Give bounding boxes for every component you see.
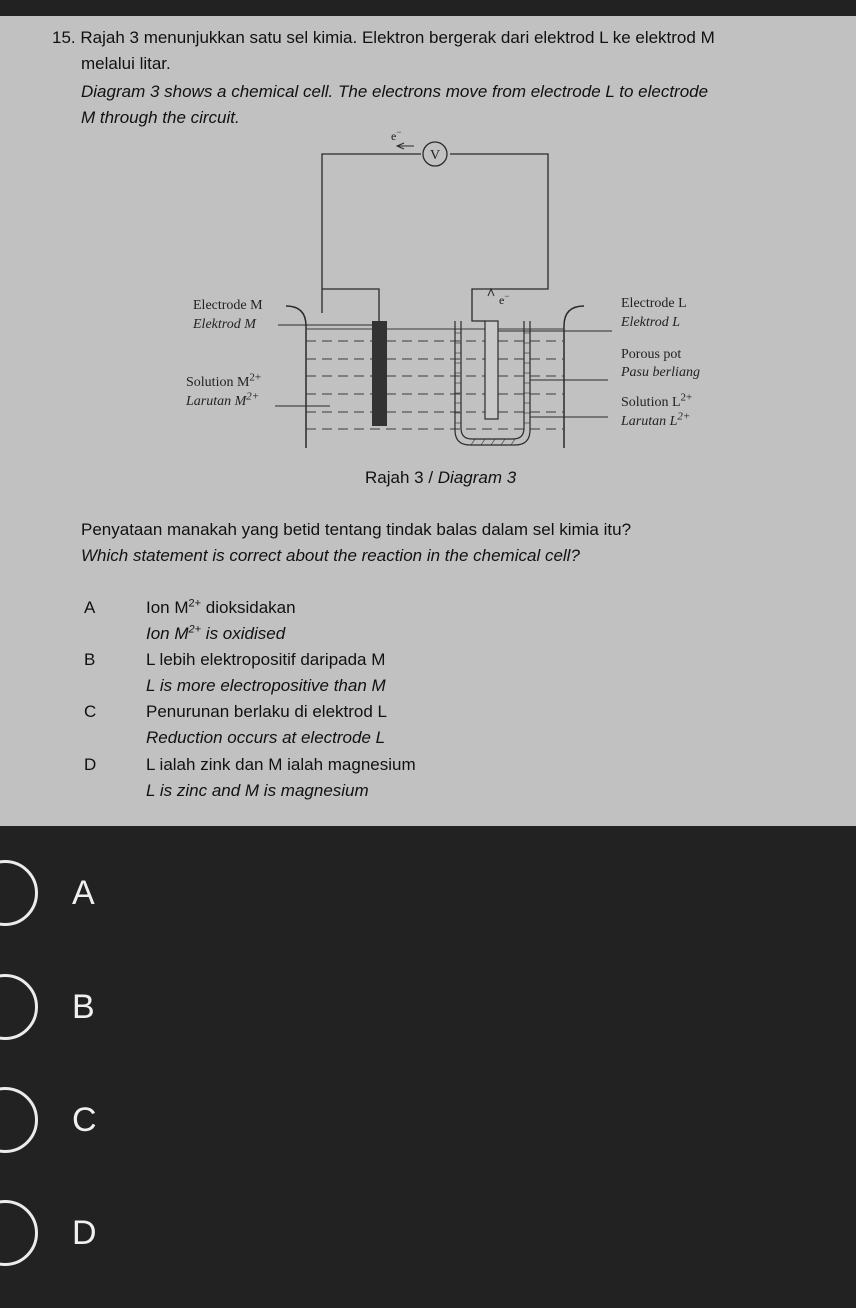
question-text-en: Diagram 3 shows a chemical cell. The electrons move from electrode L to electrode (81, 82, 709, 101)
option-text-ms: Penurunan berlaku di elektrod L (146, 702, 387, 721)
option-letter: D (84, 755, 97, 774)
electrode-m (372, 321, 387, 426)
option-letter: C (84, 702, 97, 721)
radio-button[interactable] (0, 860, 38, 926)
radio-button[interactable] (0, 974, 38, 1040)
external-circuit-wire (322, 154, 548, 321)
radio-button[interactable] (0, 1200, 38, 1266)
question-text-ms: 15. Rajah 3 menunjukkan satu sel kimia. Elektron bergerak dari elektrod L ke elektrod M (52, 28, 715, 47)
label-solution-l-ms: Larutan $L^{2+}$ (621, 410, 691, 429)
question-text-en-cont: M through the circuit. (81, 108, 240, 127)
option-text-en: L is zinc and M is magnesium (146, 781, 369, 800)
option-text-en: Ion $M^{2+}$ is oxidised (146, 623, 286, 643)
beaker (286, 306, 584, 448)
label-solution-l-en: Solution $L^{2+}$ (621, 391, 693, 410)
answer-choice-label: A (72, 874, 95, 912)
option-text-en: L is more electropositive than M (146, 676, 386, 695)
voltmeter (423, 142, 447, 166)
label-porous-pot-en: Porous pot (621, 347, 682, 362)
question-text-ms-cont: melalui litar. (81, 54, 171, 73)
chemical-cell-diagram (0, 128, 856, 448)
answer-choice-label: B (72, 988, 95, 1026)
electron-flow-arrow-right (488, 289, 509, 307)
label-solution-m-en: Solution $M^{2+}$ (186, 371, 262, 390)
answer-choice-c[interactable] (0, 1065, 856, 1175)
radio-button[interactable] (0, 1087, 38, 1153)
svg-text:e−: e− (499, 291, 510, 307)
option-text-ms: Ion $M^{2+}$ dioksidakan (146, 597, 296, 617)
option-letter: B (84, 650, 96, 669)
prompt-en: Which statement is correct about the reaction in the chemical cell? (81, 546, 580, 565)
solution-level-lines (306, 329, 564, 429)
diagram-caption: Rajah 3 / Diagram 3 (365, 468, 517, 487)
answer-choice-label: D (72, 1214, 97, 1252)
label-electrode-m-en: Electrode M (193, 298, 263, 313)
answer-choice-a[interactable] (0, 838, 856, 948)
label-leader-lines (275, 325, 612, 417)
question-number: 15. (52, 28, 76, 47)
label-porous-pot-ms: Pasu berliang (621, 365, 700, 380)
electron-flow-arrow-top (391, 128, 414, 149)
electrode-l (485, 321, 498, 419)
svg-text:V: V (429, 148, 441, 163)
answer-choice-d[interactable] (0, 1178, 856, 1288)
label-electrode-m-ms: Elektrod M (193, 317, 256, 332)
prompt-ms: Penyataan manakah yang betid tentang tindak balas dalam sel kimia itu? (81, 520, 632, 539)
option-text-ms: L lebih elektropositif daripada M (146, 650, 386, 669)
label-solution-m-ms: Larutan $M^{2+}$ (186, 390, 260, 409)
svg-text:e−: e− (391, 128, 402, 143)
option-text-ms: L ialah zink dan M ialah magnesium (146, 755, 416, 774)
question-card (0, 16, 856, 826)
option-letter: A (84, 598, 96, 617)
label-electrode-l-ms: Elektrod L (621, 315, 680, 330)
answer-choice-b[interactable] (0, 952, 856, 1062)
answer-choice-label: C (72, 1101, 97, 1139)
label-electrode-l-en: Electrode L (621, 296, 687, 311)
option-text-en: Reduction occurs at electrode L (146, 728, 386, 747)
